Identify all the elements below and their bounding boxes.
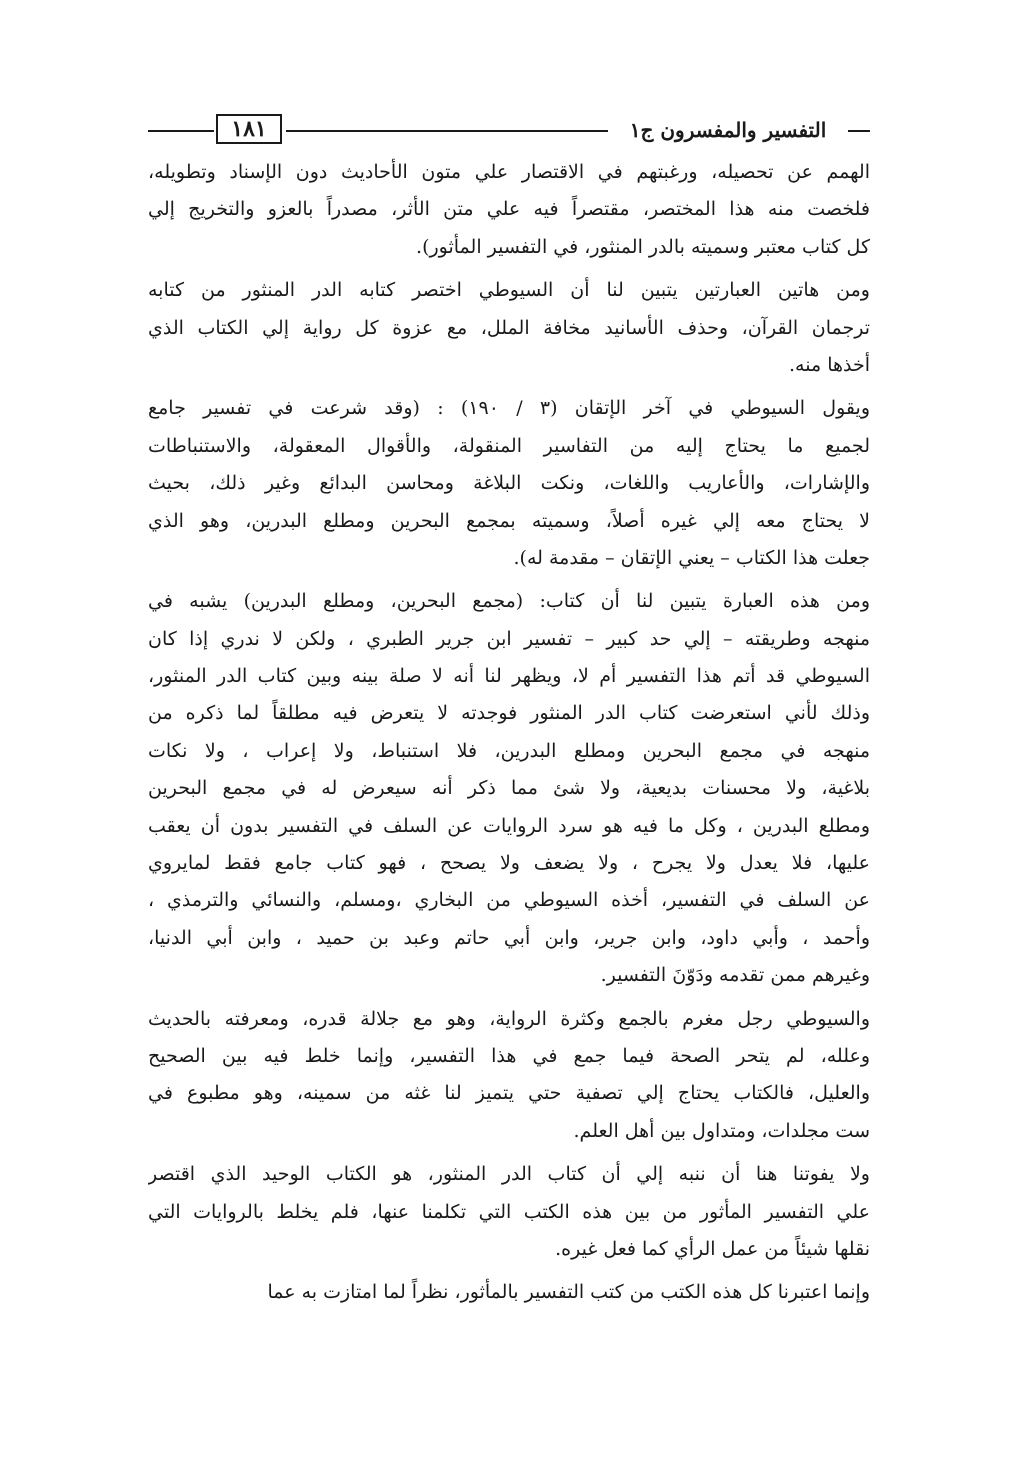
page-header (148, 110, 870, 150)
text-line: السيوطي قد أتم هذا التفسير أم لا، ويظهر لنا أنه لا صلة بينه وبين كتاب الدر المنثور، (148, 665, 870, 688)
text-line: ومن هاتين العبارتين يتبين لنا أن السيوطي اختصر كتابه الدر المنثور من كتابه (148, 279, 870, 302)
header-rule-right (848, 130, 870, 132)
text-line: وذلك لأني استعرضت كتاب الدر المنثور فوجدته لا يتعرض فيه مطلقاً لما ذكره من (148, 702, 870, 725)
text-line: كل كتاب معتبر وسميته بالدر المنثور، في التفسير المأثور). (416, 235, 870, 258)
text-line: بلاغية، ولا محسنات بديعية، ولا شئ مما ذكر أنه سيعرض له في مجمع البحرين (148, 777, 870, 800)
text-line: ومطلع البدرين ، وكل ما فيه هو سرد الروايات عن السلف في التفسير بدون أن يعقب (148, 814, 870, 837)
paragraph (148, 583, 870, 994)
paragraph (148, 390, 870, 577)
text-line: نقلها شيئاً من عمل الرأي كما فعل غيره. (555, 1237, 870, 1260)
text-line: أخذها منه. (789, 353, 870, 376)
paragraph (148, 1001, 870, 1151)
text-line: الهمم عن تحصيله، ورغبتهم في الاقتصار علي متون الأحاديث دون الإسناد وتطويله، (148, 161, 870, 183)
page-body (148, 154, 870, 1312)
paragraph (148, 1274, 870, 1311)
header-rule-left (148, 130, 214, 132)
text-line: علي التفسير المأثور من بين هذه الكتب التي تكلمنا عنها، فلم يخلط بالروايات التي (148, 1200, 870, 1223)
paragraph (148, 272, 870, 384)
text-line: جعلت هذا الكتاب – يعني الإتقان – مقدمة له). (513, 546, 870, 569)
header-rule-middle (286, 130, 608, 132)
page-number: ١٨١ (216, 114, 282, 144)
text-line: منهجه في مجمع البحرين ومطلع البدرين، فلا استنباط، ولا إعراب ، ولا نكات (148, 739, 870, 762)
running-title: التفسير والمفسرون ج١ (629, 118, 827, 142)
paragraph (148, 154, 870, 266)
text-line: فلخصت منه هذا المختصر، مقتصراً فيه علي متن الأثر، مصدراً بالعزو والتخريج إلي (148, 198, 870, 221)
text-line: ست مجلدات، ومتداول بين أهل العلم. (573, 1119, 870, 1142)
paragraph (148, 1156, 870, 1268)
text-line: والعليل، فالكتاب يحتاج إلي تصفية حتي يتميز لنا غثه من سمينه، وهو مطبوع في (148, 1082, 870, 1105)
text-line: والإشارات، والأعاريب واللغات، ونكت البلاغة ومحاسن البدائع وغير ذلك، بحيث (148, 472, 870, 495)
text-line: عليها، فلا يعدل ولا يجرح ، ولا يضعف ولا يصحح ، فهو كتاب جامع فقط لمايروي (148, 852, 870, 875)
text-line: والسيوطي رجل مغرم بالجمع وكثرة الرواية، وهو مع جلالة قدره، ومعرفته بالحديث (148, 1007, 870, 1030)
text-line: وغيرهم ممن تقدمه ودَوّنَ التفسير. (600, 964, 870, 987)
text-line: ولا يفوتنا هنا أن ننبه إلي أن كتاب الدر المنثور، هو الكتاب الوحيد الذي اقتصر (148, 1163, 870, 1186)
text-line: لا يحتاج معه إلي غيره أصلاً، وسميته بمجمع البحرين ومطلع البدرين، وهو الذي (148, 509, 870, 532)
text-line: ويقول السيوطي في آخر الإتقان (٣ / ١٩٠) : (وقد شرعت في تفسير جامع (148, 397, 870, 420)
text-line: ومن هذه العبارة يتبين لنا أن كتاب: (مجمع البحرين، ومطلع البدرين) يشبه في (148, 590, 870, 613)
text-line: وأحمد ، وأبي داود، وابن جرير، وابن أبي حاتم وعبد بن حميد ، وابن أبي الدنيا، (148, 926, 870, 949)
text-line: ترجمان القرآن، وحذف الأسانيد مخافة الملل، مع عزوة كل رواية إلي الكتاب الذي (148, 316, 870, 339)
text-line: عن السلف في التفسير، أخذه السيوطي من البخاري ،ومسلم، والنسائي والترمذي ، (148, 889, 870, 912)
text-line: لجميع ما يحتاج إليه من التفاسير المنقولة، والأقوال المعقولة، والاستنباطات (148, 434, 870, 457)
text-line: وعلله، لم يتحر الصحة فيما جمع في هذا التفسير، وإنما خلط فيه بين الصحيح (148, 1044, 870, 1067)
text-line: منهجه وطريقته – إلي حد كبير – تفسير ابن جرير الطبري ، ولكن لا ندري إذا كان (148, 627, 870, 650)
text-line: وإنما اعتبرنا كل هذه الكتب من كتب التفسير بالمأثور، نظراً لما امتازت به عما (267, 1281, 870, 1304)
